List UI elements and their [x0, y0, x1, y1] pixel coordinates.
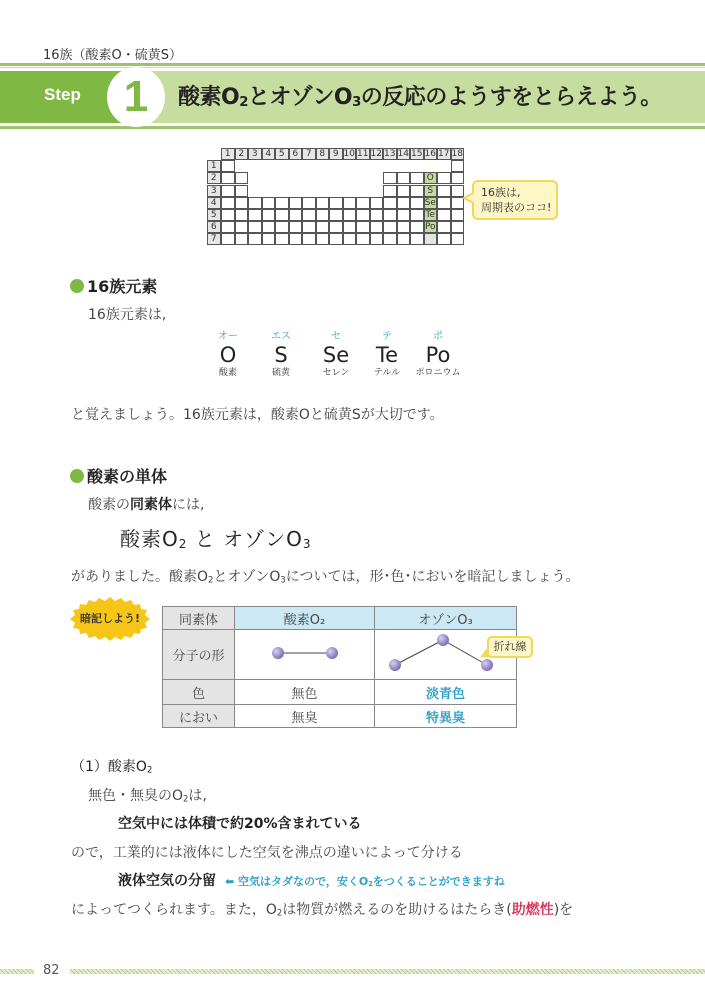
element-cell — [343, 221, 357, 233]
bullet-dot-icon — [70, 279, 84, 293]
group16-cell: O — [424, 172, 438, 184]
period-header: 1 — [207, 160, 221, 172]
element-po: ポ Po ポロニウム — [415, 331, 461, 378]
element-cell — [275, 233, 289, 245]
callout-tail-inner — [466, 194, 474, 202]
element-cell — [235, 209, 249, 221]
element-cell — [383, 197, 397, 209]
element-cell — [451, 233, 465, 245]
element-cell — [397, 172, 411, 184]
element-cell — [221, 233, 235, 245]
group16-intro: 16族元素は, — [88, 307, 167, 323]
element-cell — [424, 233, 438, 245]
element-cell — [356, 209, 370, 221]
element-cell — [410, 185, 424, 197]
element-cell — [343, 209, 357, 221]
element-cell — [302, 233, 316, 245]
element-cell — [383, 209, 397, 221]
element-cell — [289, 233, 303, 245]
group16-summary: と覚えましょう。16族元素は，酸素Oと硫黄Sが大切です。 — [71, 407, 444, 423]
element-cell — [397, 233, 411, 245]
element-cell — [221, 209, 235, 221]
group-header: 9 — [329, 148, 343, 160]
banner-rule-bottom — [0, 126, 705, 129]
element-cell — [356, 233, 370, 245]
element-cell — [329, 233, 343, 245]
element-cell — [235, 221, 249, 233]
group-header: 13 — [384, 149, 396, 159]
element-cell — [356, 221, 370, 233]
group-header: 11 — [357, 149, 369, 159]
element-cell — [410, 209, 424, 221]
element-cell — [235, 197, 249, 209]
group-header: 16 — [424, 149, 436, 159]
element-cell — [397, 185, 411, 197]
element-cell — [221, 197, 235, 209]
element-cell — [302, 221, 316, 233]
o3-smell: 特異臭 — [375, 705, 517, 728]
element-list — [213, 330, 473, 385]
group16-cell: Se — [424, 197, 436, 208]
element-cell — [275, 221, 289, 233]
element-cell — [437, 197, 451, 209]
element-cell — [383, 172, 397, 184]
element-cell — [262, 197, 276, 209]
element-cell — [410, 221, 424, 233]
row-label-smell: におい — [163, 705, 235, 728]
group-header: 1 — [221, 148, 235, 160]
element-cell — [451, 160, 465, 172]
element-cell — [235, 185, 249, 197]
bullet-dot-icon — [70, 469, 84, 483]
element-cell — [302, 197, 316, 209]
element-cell — [316, 209, 330, 221]
footer-stripe-right — [70, 969, 705, 974]
group-header: 2 — [235, 148, 249, 160]
allotrope-after: がありました。酸素O2とオゾンO3については，形･色･においを暗記しましょう。 — [71, 569, 580, 585]
section-heading-oxygen-element: 酸素の単体 — [70, 464, 167, 487]
memorize-badge — [70, 597, 150, 641]
group-header: 3 — [248, 148, 262, 160]
element-cell — [343, 233, 357, 245]
group-header: 4 — [262, 148, 276, 160]
element-cell — [221, 221, 235, 233]
table-header-allotrope: 同素体 — [163, 607, 235, 630]
element-cell — [437, 209, 451, 221]
period-header: 5 — [207, 209, 221, 221]
group-header: 8 — [316, 148, 330, 160]
element-cell — [383, 185, 397, 197]
footer-stripe-left — [0, 969, 34, 974]
o2-smell: 無臭 — [235, 705, 375, 728]
element-cell — [316, 221, 330, 233]
element-te: テ Te テルル — [373, 331, 401, 378]
o2-fact-distillation: 液体空気の分留 — [118, 873, 216, 889]
o2-shape-cell — [235, 630, 375, 680]
group-header: 10 — [343, 149, 355, 159]
o3-color: 淡青色 — [375, 680, 517, 705]
row-label-shape: 分子の形 — [163, 630, 235, 680]
element-cell — [235, 233, 249, 245]
element-cell — [262, 233, 276, 245]
group16-callout — [472, 180, 558, 220]
element-cell — [356, 197, 370, 209]
group-header: 7 — [302, 148, 316, 160]
chapter-label: 16族（酸素O・硫黄S） — [43, 48, 183, 63]
group-header: 6 — [289, 148, 303, 160]
row-label-color: 色 — [163, 680, 235, 705]
o2-note: ⬅ 空気はタダなので，安くO2をつくることができますね — [225, 875, 505, 888]
handwritten-allotropes: 酸素O2 と オゾンO3 — [120, 527, 312, 551]
element-cell — [248, 209, 262, 221]
element-cell — [316, 233, 330, 245]
table-header-o2: 酸素O₂ — [235, 607, 375, 630]
badge-label: 暗記しよう! — [79, 612, 141, 625]
bent-callout: 折れ線 — [487, 636, 533, 658]
element-cell — [329, 221, 343, 233]
element-cell — [248, 197, 262, 209]
o2-color: 無色 — [235, 680, 375, 705]
element-cell — [437, 221, 451, 233]
element-cell — [302, 209, 316, 221]
group16-cell: Po — [424, 222, 436, 233]
step-title: 酸素$O_2$とオゾン$O_3$の反応のようすをとらえよう。 — [178, 85, 662, 110]
element-s: エス S 硫黄 — [271, 331, 291, 378]
element-cell — [437, 172, 451, 184]
table-header-o3: オゾンO₃ — [375, 607, 517, 630]
element-cell — [397, 221, 411, 233]
period-header: 7 — [207, 233, 221, 245]
element-cell — [437, 185, 451, 197]
group-header: 15 — [411, 149, 423, 159]
element-cell — [221, 185, 235, 197]
element-cell — [370, 221, 384, 233]
step-banner — [0, 63, 705, 130]
o2-line2: ので，工業的には液体にした空気を沸点の違いによって分ける — [71, 845, 463, 861]
banner-rule-top — [0, 63, 705, 66]
o2-line1: 無色・無臭のO2は, — [88, 788, 207, 804]
element-cell — [451, 209, 465, 221]
element-cell — [221, 160, 235, 172]
element-cell — [451, 221, 465, 233]
group-header: 14 — [397, 149, 409, 159]
o2-line3: によってつくられます。また，O2は物質が燃えるのを助けるはたらき(助燃性)を — [71, 902, 574, 918]
allotrope-intro: 酸素の同素体には, — [88, 497, 205, 513]
element-cell — [410, 197, 424, 209]
element-se: セ Se セレン — [322, 331, 350, 378]
element-cell — [410, 172, 424, 184]
period-header: 4 — [207, 197, 221, 209]
element-cell — [329, 197, 343, 209]
banner-rule-top-thin — [0, 67, 705, 68]
element-cell — [289, 197, 303, 209]
callout-line-1: 16族は, — [481, 186, 521, 199]
element-cell — [275, 197, 289, 209]
element-cell — [275, 209, 289, 221]
element-cell — [329, 209, 343, 221]
period-header: 3 — [207, 185, 221, 197]
group-header: 12 — [370, 149, 382, 159]
element-cell — [262, 221, 276, 233]
allotrope-table — [162, 606, 517, 728]
group-header: 5 — [275, 148, 289, 160]
page-number: 82 — [43, 963, 60, 978]
element-cell — [248, 221, 262, 233]
element-cell — [410, 233, 424, 245]
element-cell — [397, 197, 411, 209]
element-o: オー O 酸素 — [218, 331, 238, 378]
period-header: 2 — [207, 172, 221, 184]
step-number: 1 — [123, 72, 149, 121]
element-cell — [370, 233, 384, 245]
callout-line-2: 周期表のココ! — [481, 201, 552, 214]
group-header: 17 — [438, 149, 450, 159]
element-cell — [451, 172, 465, 184]
element-cell — [370, 209, 384, 221]
element-cell — [316, 197, 330, 209]
element-cell — [343, 197, 357, 209]
element-cell — [397, 209, 411, 221]
period-header: 6 — [207, 221, 221, 233]
element-cell — [383, 233, 397, 245]
element-cell — [289, 209, 303, 221]
linear-molecule-icon — [270, 643, 340, 663]
group16-cell: S — [424, 185, 438, 197]
element-cell — [383, 221, 397, 233]
subsection-heading-o2: （1）酸素O2 — [71, 759, 153, 775]
step-label: Step — [44, 85, 81, 104]
element-cell — [235, 172, 249, 184]
group16-cell: Te — [425, 210, 435, 220]
element-cell — [248, 233, 262, 245]
group-header: 18 — [451, 149, 463, 159]
element-cell — [289, 221, 303, 233]
section-heading-group16: 16族元素 — [70, 274, 157, 297]
element-cell — [262, 209, 276, 221]
element-cell — [221, 172, 235, 184]
element-cell — [437, 233, 451, 245]
o2-fact-air: 空気中には体積で約20%含まれている — [118, 816, 362, 832]
element-cell — [370, 197, 384, 209]
